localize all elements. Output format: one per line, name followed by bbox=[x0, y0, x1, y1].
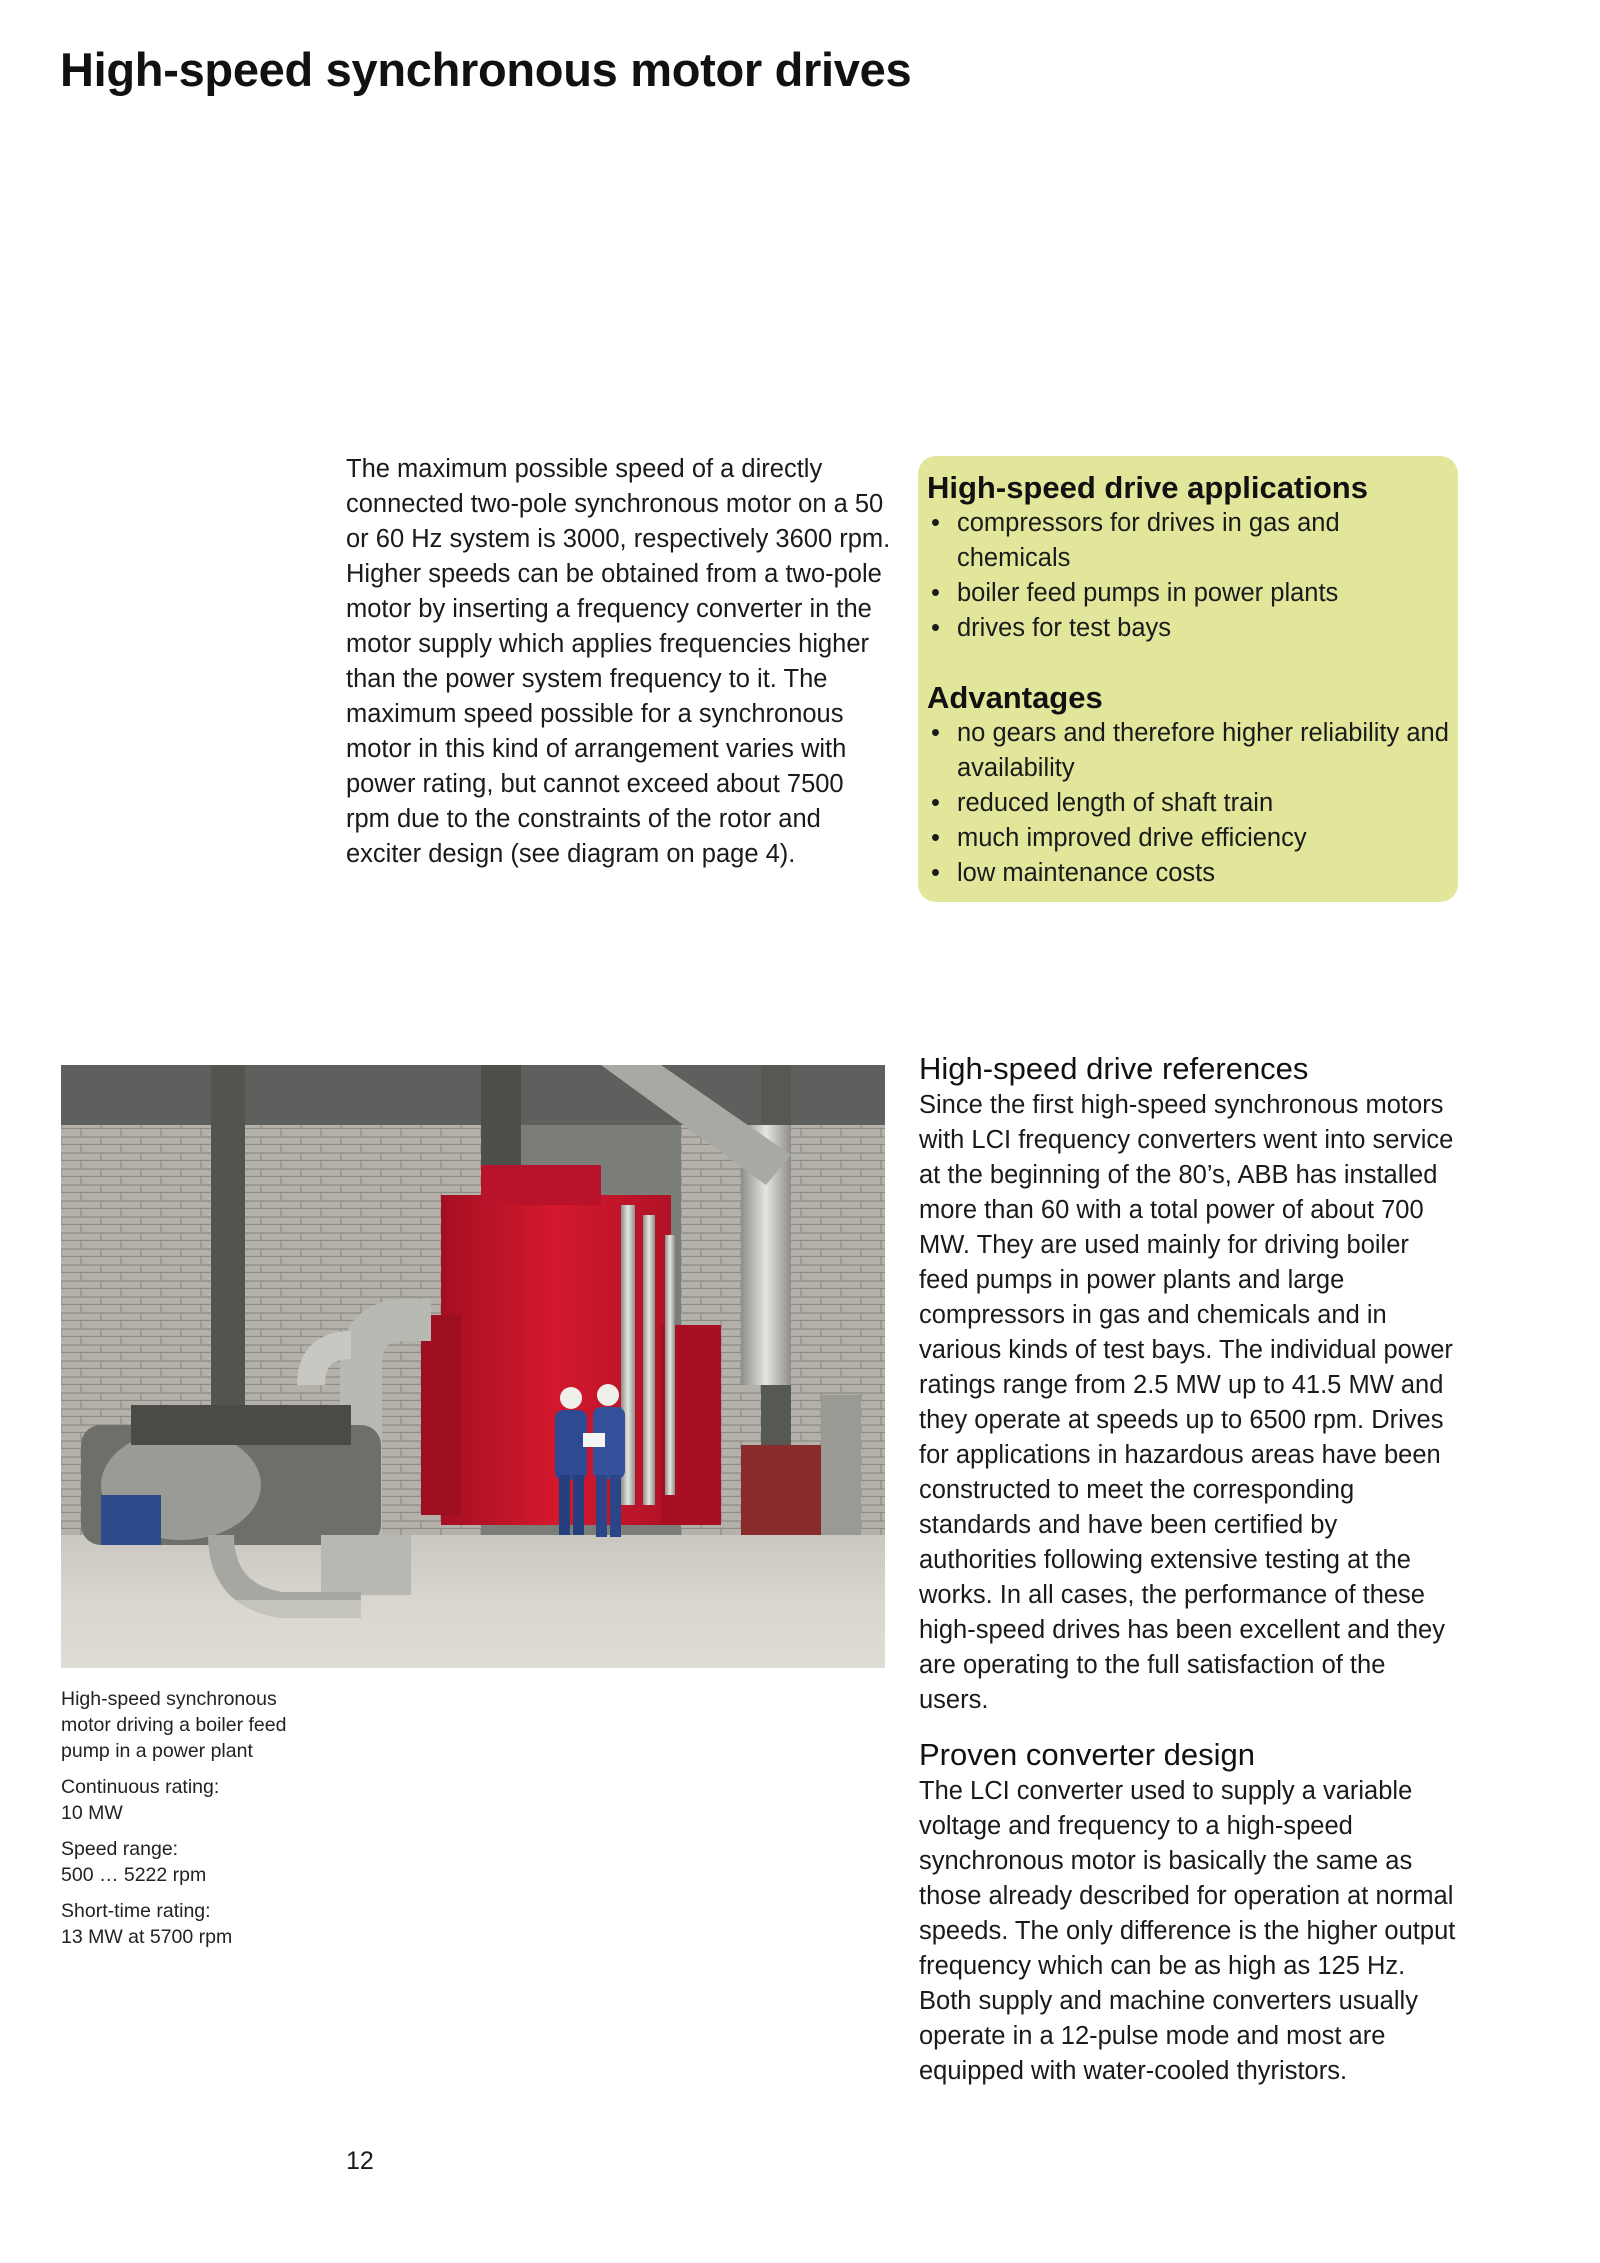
list-item: • reduced length of shaft train bbox=[927, 786, 1452, 821]
list-item: • drives for test bays bbox=[927, 611, 1452, 646]
bullet-icon: • bbox=[931, 579, 940, 607]
list-item: • low maintenance costs bbox=[927, 856, 1452, 891]
intro-paragraph-2: Higher speeds can be obtained from a two-pole motor by inserting a frequency converter in the motor supply which applies frequencies higher than the power system frequency to it. The maximum speed possible for a synchronous motor in this kind of arrangement varies with power rating, but cannot exceed about 7500 rpm due to the constraints of the rotor and exciter design (see diagram on page 4). bbox=[346, 560, 882, 868]
bullet-icon: • bbox=[931, 614, 940, 642]
caption-description: High-speed synchronous motor driving a boiler feed pump in a power plant bbox=[61, 1688, 287, 1762]
bullet-icon: • bbox=[931, 859, 940, 887]
short-time-rating-value: 13 MW at 5700 rpm bbox=[61, 1926, 233, 1948]
intro-paragraph-1: The maximum possible speed of a directly connected two-pole synchronous motor on a 50 or 60 Hz system is 3000, respectively 3600 rpm. bbox=[346, 455, 891, 553]
list-item: • no gears and therefore higher reliability and availability bbox=[927, 716, 1452, 786]
right-column bbox=[919, 1050, 1459, 2107]
photo-caption bbox=[61, 1686, 321, 1960]
applications-list bbox=[927, 506, 1452, 646]
motor-photo bbox=[61, 1065, 885, 1668]
bullet-icon: • bbox=[931, 824, 940, 852]
bullet-icon: • bbox=[931, 509, 940, 537]
bullet-icon: • bbox=[931, 789, 940, 817]
references-heading: High-speed drive references bbox=[919, 1051, 1309, 1086]
speed-range-value: 500 … 5222 rpm bbox=[61, 1864, 207, 1886]
short-time-rating bbox=[61, 1898, 321, 1950]
applications-heading: High-speed drive applications bbox=[927, 470, 1368, 505]
list-item: • compressors for drives in gas and chemicals bbox=[927, 506, 1452, 576]
highlight-box bbox=[918, 456, 1458, 902]
speed-range bbox=[61, 1836, 321, 1888]
page-number: 12 bbox=[346, 2147, 374, 2175]
short-time-rating-label: Short-time rating: bbox=[61, 1900, 211, 1922]
advantages-list bbox=[927, 716, 1452, 891]
speed-range-label: Speed range: bbox=[61, 1838, 179, 1860]
references-body: Since the first high-speed synchronous motors with LCI frequency converters went into service at the beginning of the 80’s, ABB has installed more than 60 with a total power of about 700 MW. They are used mainly for driving boiler feed pumps in power plants and large compressors in gas and chemicals and in various kinds of test bays. The individual power ratings range from 2.5 MW up to 41.5 MW and they operate at speeds up to 6500 rpm. Drives for applications in hazardous areas have been constructed to meet the corresponding standards and have been certified by authorities following extensive testing at the works. In all cases, the performance of these high-speed drives has been excellent and they are operating to the full satisfaction of the users. bbox=[919, 1091, 1454, 1714]
continuous-rating-label: Continuous rating: bbox=[61, 1776, 220, 1798]
converter-heading: Proven converter design bbox=[919, 1737, 1256, 1772]
list-item: • much improved drive efficiency bbox=[927, 821, 1452, 856]
bullet-icon: • bbox=[931, 719, 940, 747]
page-title: High-speed synchronous motor drives bbox=[60, 43, 912, 96]
continuous-rating-value: 10 MW bbox=[61, 1802, 123, 1824]
converter-body: The LCI converter used to supply a variable voltage and frequency to a high-speed synchronous motor is basically the same as those already described for operation at normal speeds. The only difference is the higher output frequency which can be as high as 125 Hz. Both supply and machine converters usually operate in a 12-pulse mode and most are equipped with water-cooled thyristors. bbox=[919, 1777, 1456, 2085]
advantages-heading: Advantages bbox=[927, 680, 1103, 715]
list-item: • boiler feed pumps in power plants bbox=[927, 576, 1452, 611]
continuous-rating bbox=[61, 1774, 321, 1826]
intro-text bbox=[346, 452, 892, 872]
